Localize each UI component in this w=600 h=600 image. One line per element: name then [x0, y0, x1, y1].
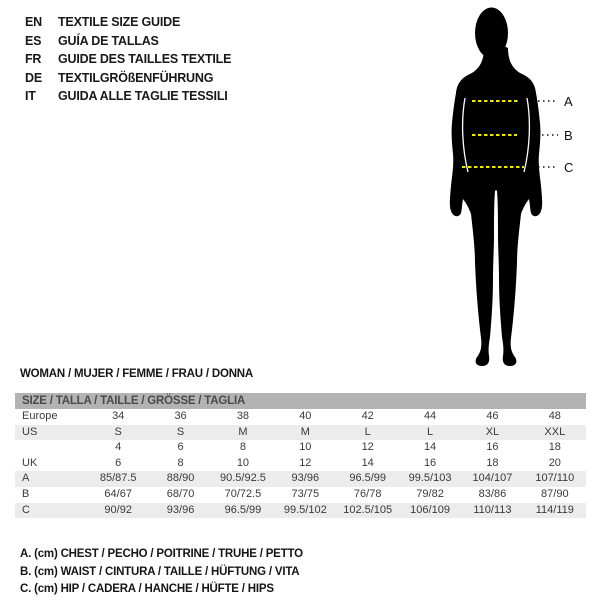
- lang-code-fr: FR: [25, 52, 42, 67]
- cell: 96.5/99: [224, 503, 262, 516]
- cell: 18: [486, 456, 499, 469]
- woman-silhouette-icon: [420, 0, 600, 382]
- cell: 10: [299, 441, 312, 454]
- cell: 14: [423, 441, 437, 454]
- cell: M: [300, 425, 310, 438]
- cell: 12: [361, 441, 374, 454]
- legend-waist: B. (cm) WAIST / CINTURA / TAILLE / HÜFTUNG / VITA: [20, 565, 300, 578]
- cell: 20: [548, 456, 561, 469]
- cell: 99.5/103: [408, 472, 452, 485]
- cell: 64/67: [104, 487, 132, 500]
- lang-code-de: DE: [25, 70, 42, 85]
- size-table: [15, 393, 586, 518]
- cell: 16: [486, 441, 499, 454]
- cell: L: [364, 425, 371, 438]
- cell: 38: [236, 410, 250, 422]
- lang-code-es: ES: [25, 33, 42, 48]
- table-row-waist: [15, 487, 586, 503]
- lang-row-en: [25, 13, 231, 32]
- cell: 8: [239, 441, 246, 454]
- cell: 102.5/105: [343, 503, 393, 516]
- cell: 10: [236, 456, 250, 469]
- lang-title-es: GUÍA DE TALLAS: [58, 33, 159, 48]
- measurement-legend: [20, 546, 303, 599]
- cell: 96.5/99: [349, 472, 387, 485]
- lang-code-it: IT: [25, 89, 36, 104]
- cell: 12: [299, 456, 312, 469]
- row-label: Europe: [22, 410, 58, 422]
- row-label: [15, 440, 87, 456]
- row-label: UK: [22, 456, 38, 469]
- cell: 14: [361, 456, 374, 469]
- chest-label: A: [564, 94, 573, 109]
- cell: 83/86: [478, 487, 507, 500]
- cell: 6: [115, 456, 122, 469]
- table-row-uk: [15, 456, 586, 472]
- lang-row-de: [25, 69, 231, 88]
- cell: 99.5/102: [283, 503, 327, 516]
- row-label: C: [22, 503, 30, 516]
- cell: 93/96: [166, 503, 195, 516]
- cell: 40: [299, 410, 312, 422]
- measurement-figure: [420, 0, 600, 382]
- cell: 107/110: [535, 472, 575, 485]
- cell: M: [238, 425, 248, 438]
- cell: 90.5/92.5: [220, 472, 266, 485]
- lang-row-it: [25, 87, 231, 106]
- cell: 36: [174, 410, 187, 422]
- cell: XXL: [544, 425, 566, 438]
- cell: 110/113: [473, 503, 512, 516]
- lang-title-fr: GUIDE DES TAILLES TEXTILE: [58, 52, 232, 67]
- lang-row-fr: [25, 50, 231, 69]
- cell: 106/109: [410, 503, 450, 516]
- row-label: B: [22, 487, 30, 500]
- table-row-europe: [15, 409, 586, 425]
- cell: 88/90: [166, 472, 195, 485]
- cell: 114/119: [535, 503, 574, 516]
- cell: XL: [485, 425, 500, 438]
- lang-code-en: EN: [25, 15, 42, 29]
- hip-label: C: [564, 160, 574, 175]
- cell: S: [114, 425, 122, 438]
- lang-title-en: TEXTILE SIZE GUIDE: [58, 15, 181, 29]
- cell: 90/92: [104, 503, 132, 516]
- cell: 79/82: [416, 487, 444, 500]
- table-row-hip: [15, 503, 586, 519]
- lang-title-de: TEXTILGRÖßENFÜHRUNG: [58, 70, 214, 85]
- cell: 76/78: [353, 487, 382, 500]
- waist-label: B: [564, 128, 573, 143]
- cell: 44: [423, 410, 437, 422]
- cell: 42: [361, 410, 374, 422]
- cell: 48: [548, 410, 561, 422]
- cell: 85/87.5: [99, 472, 137, 485]
- cell: 104/107: [472, 472, 513, 485]
- cell: S: [176, 425, 185, 438]
- legend-chest: A. (cm) CHEST / PECHO / POITRINE / TRUHE / PETTO: [20, 548, 303, 560]
- cell: 16: [423, 456, 437, 469]
- size-table-header: SIZE / TALLA / TAILLE / GRÖSSE / TAGLIA: [15, 393, 586, 409]
- cell: 73/75: [291, 487, 320, 500]
- cell: 46: [486, 410, 499, 422]
- cell: 93/96: [291, 472, 320, 485]
- cell: 68/70: [166, 487, 195, 500]
- cell: 6: [177, 441, 184, 454]
- lang-row-es: [25, 32, 231, 51]
- row-label: US: [22, 425, 38, 438]
- cell: 4: [115, 441, 122, 454]
- legend-hip: C. (cm) HIP / CADERA / HANCHE / HÜFTE / HIPS: [20, 583, 274, 596]
- cell: 8: [177, 456, 184, 469]
- table-row-chest: [15, 471, 586, 487]
- language-title-list: [25, 13, 231, 106]
- cell: 70/72.5: [224, 487, 262, 500]
- cell: L: [427, 425, 434, 438]
- row-label: A: [22, 472, 30, 485]
- table-title: WOMAN / MUJER / FEMME / FRAU / DONNA: [20, 368, 254, 380]
- table-row-us-numeric: [15, 440, 586, 456]
- table-row-us: [15, 425, 586, 441]
- cell: 87/90: [541, 487, 569, 500]
- cell: 18: [548, 441, 561, 454]
- cell: 34: [112, 410, 125, 422]
- lang-title-it: GUIDA ALLE TAGLIE TESSILI: [58, 89, 228, 104]
